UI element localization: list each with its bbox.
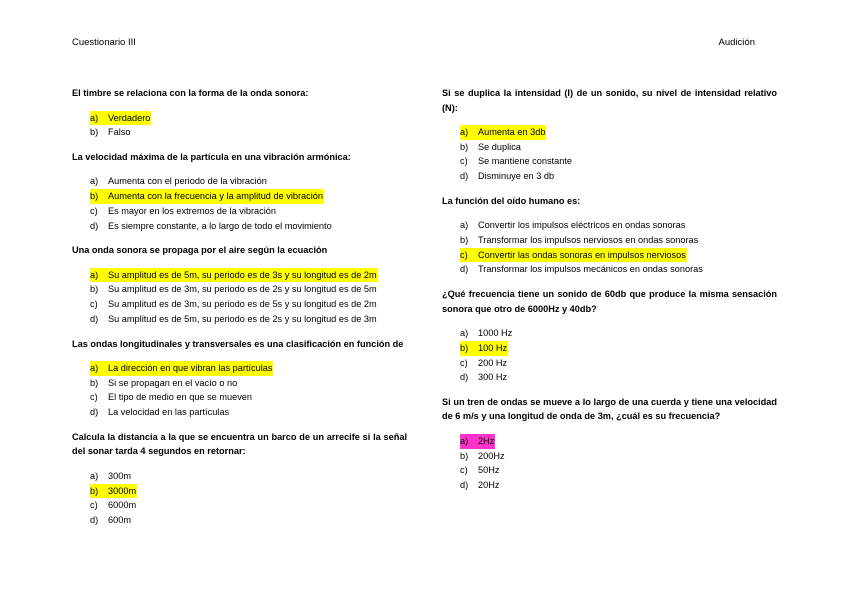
option-text: Su amplitud es de 5m, su periodo es de 2s y su longitud es de 3m xyxy=(108,313,377,324)
question-block xyxy=(442,194,777,277)
answer-list xyxy=(72,268,407,327)
option-letter: c) xyxy=(90,392,98,403)
option-letter: b) xyxy=(90,484,108,499)
option-text: 300m xyxy=(108,470,131,481)
answer-option xyxy=(90,405,407,420)
question-text: Las ondas longitudinales y transversales es una clasificación en función de xyxy=(72,338,404,349)
answer-option xyxy=(90,125,407,140)
option-letter: c) xyxy=(460,357,468,368)
option-text: 6000m xyxy=(108,500,137,511)
answer-option xyxy=(90,469,407,484)
answer-option xyxy=(460,218,777,233)
answer-option xyxy=(90,390,407,405)
option-text: 3000m xyxy=(108,484,137,499)
answer-list xyxy=(442,434,777,493)
answer-option xyxy=(90,484,407,499)
question-block xyxy=(72,243,407,326)
option-letter: c) xyxy=(90,299,98,310)
answer-option xyxy=(460,262,777,277)
option-text: Convertir los impulsos eléctricos en ondas sonoras xyxy=(478,220,686,231)
option-text: 200 Hz xyxy=(478,357,508,368)
answer-option xyxy=(90,361,407,376)
option-letter: b) xyxy=(90,189,108,204)
question-text: Una onda sonora se propaga por el aire según la ecuación xyxy=(72,245,328,256)
option-text: Se mantiene constante xyxy=(478,156,572,167)
option-letter: b) xyxy=(460,341,478,356)
answer-option xyxy=(460,154,777,169)
option-letter: d) xyxy=(460,171,469,182)
option-letter: b) xyxy=(460,141,469,152)
option-letter: d) xyxy=(460,480,469,491)
answer-option xyxy=(90,312,407,327)
answer-list xyxy=(442,125,777,184)
option-text: Su amplitud es de 3m, su periodo es de 2s y su longitud es de 5m xyxy=(108,284,377,295)
option-text: Verdadero xyxy=(108,111,151,126)
answer-option xyxy=(90,174,407,189)
question-block xyxy=(72,337,407,420)
option-text: Convertir las ondas sonoras en impulsos nerviosos xyxy=(478,248,687,263)
question-block xyxy=(442,395,777,493)
answer-option xyxy=(460,140,777,155)
answer-option xyxy=(460,326,777,341)
option-text: 1000 Hz xyxy=(478,328,513,339)
question-block xyxy=(442,86,777,184)
answer-list xyxy=(442,326,777,385)
option-text: Su amplitud es de 5m, su periodo es de 3s y su longitud es de 2m xyxy=(108,268,378,283)
option-text: 200Hz xyxy=(478,450,505,461)
answer-option xyxy=(460,370,777,385)
answer-option xyxy=(460,449,777,464)
answer-option xyxy=(90,297,407,312)
answer-option xyxy=(460,463,777,478)
option-text: Transformar los impulsos nerviosos en ondas sonoras xyxy=(478,235,699,246)
option-letter: d) xyxy=(90,514,99,525)
left-column xyxy=(72,86,407,538)
option-letter: a) xyxy=(90,361,108,376)
answer-list xyxy=(72,469,407,528)
answer-option xyxy=(460,233,777,248)
option-letter: c) xyxy=(90,500,98,511)
question-text: ¿Qué frecuencia tiene un sonido de 60db que produce la misma sensación sonora que otro de 6000Hz y 40db? xyxy=(442,289,777,314)
option-letter: a) xyxy=(90,470,99,481)
question-text: Si se duplica la intensidad (I) de un sonido, su nivel de intensidad relativo (N): xyxy=(442,88,777,113)
option-text: Aumenta con la frecuencia y la amplitud de vibración xyxy=(108,189,324,204)
option-text: Es mayor en los extremos de la vibración xyxy=(108,205,276,216)
answer-option xyxy=(460,341,777,356)
option-text: 600m xyxy=(108,514,131,525)
option-text: 20Hz xyxy=(478,480,500,491)
question-block xyxy=(72,150,407,233)
right-column xyxy=(442,86,777,503)
answer-option xyxy=(90,111,407,126)
option-text: Es siempre constante, a lo largo de todo el movimiento xyxy=(108,220,332,231)
answer-option xyxy=(90,204,407,219)
option-text: Aumenta en 3db xyxy=(478,125,546,140)
answer-list xyxy=(442,218,777,277)
question-block xyxy=(442,287,777,385)
option-text: 50Hz xyxy=(478,465,500,476)
option-text: Se duplica xyxy=(478,141,521,152)
answer-option xyxy=(460,478,777,493)
option-letter: b) xyxy=(460,235,469,246)
question-block xyxy=(72,430,407,528)
answer-option xyxy=(460,356,777,371)
option-text: El tipo de medio en que se mueven xyxy=(108,392,253,403)
option-letter: a) xyxy=(90,268,108,283)
option-letter: b) xyxy=(90,127,99,138)
answer-list xyxy=(72,111,407,140)
option-text: Falso xyxy=(108,127,131,138)
option-letter: c) xyxy=(90,205,98,216)
option-letter: a) xyxy=(90,111,108,126)
answer-list xyxy=(72,174,407,233)
option-text: Su amplitud es de 3m, su periodo es de 5s y su longitud es de 2m xyxy=(108,299,377,310)
question-block xyxy=(72,86,407,140)
option-letter: c) xyxy=(460,465,468,476)
answer-option xyxy=(90,282,407,297)
option-letter: d) xyxy=(460,264,469,275)
question-text: El timbre se relaciona con la forma de la onda sonora: xyxy=(72,88,309,98)
option-letter: b) xyxy=(90,284,99,295)
header-subject: Audición xyxy=(718,37,755,48)
answer-option xyxy=(90,513,407,528)
answer-option xyxy=(90,268,407,283)
option-letter: d) xyxy=(90,407,99,418)
option-letter: b) xyxy=(90,377,99,388)
answer-option xyxy=(460,169,777,184)
option-text: Disminuye en 3 db xyxy=(478,171,555,182)
option-text: 100 Hz xyxy=(478,341,508,356)
answer-option xyxy=(90,376,407,391)
answer-option xyxy=(460,248,777,263)
answer-option xyxy=(90,219,407,234)
option-text: Transformar los impulsos mecánicos en ondas sonoras xyxy=(478,264,703,275)
answer-option xyxy=(90,189,407,204)
option-text: Aumenta con el periodo de la vibración xyxy=(108,176,267,187)
answer-option xyxy=(460,125,777,140)
answer-option xyxy=(90,498,407,513)
question-text: Calcula la distancia a la que se encuentra un barco de un arrecife si la señal del sonar tarda 4 segundos en retornar: xyxy=(72,431,407,457)
option-text: La dirección en que vibran las partículas xyxy=(108,361,273,376)
question-text: La función del oído humano es: xyxy=(442,195,581,206)
option-letter: d) xyxy=(90,220,99,231)
option-letter: a) xyxy=(460,328,469,339)
option-letter: d) xyxy=(460,372,469,383)
answer-list xyxy=(72,361,407,420)
question-text: La velocidad máxima de la partícula en una vibración armónica: xyxy=(72,151,351,162)
option-text: 2Hz xyxy=(478,434,495,449)
option-letter: a) xyxy=(460,220,469,231)
option-letter: a) xyxy=(460,125,478,140)
option-letter: a) xyxy=(460,434,478,449)
option-letter: c) xyxy=(460,156,468,167)
option-text: Si se propagan en el vacío o no xyxy=(108,377,238,388)
option-text: La velocidad en las partículas xyxy=(108,407,230,418)
option-letter: c) xyxy=(460,248,478,263)
option-text: 300 Hz xyxy=(478,372,508,383)
option-letter: d) xyxy=(90,313,99,324)
option-letter: a) xyxy=(90,176,99,187)
question-text: Si un tren de ondas se mueve a lo largo de una cuerda y tiene una velocidad de 6 m/s y una longitud de onda de 3m, ¿cuál es su frecuencia? xyxy=(442,396,777,422)
option-letter: b) xyxy=(460,450,469,461)
header-title: Cuestionario III xyxy=(72,37,136,48)
answer-option xyxy=(460,434,777,449)
